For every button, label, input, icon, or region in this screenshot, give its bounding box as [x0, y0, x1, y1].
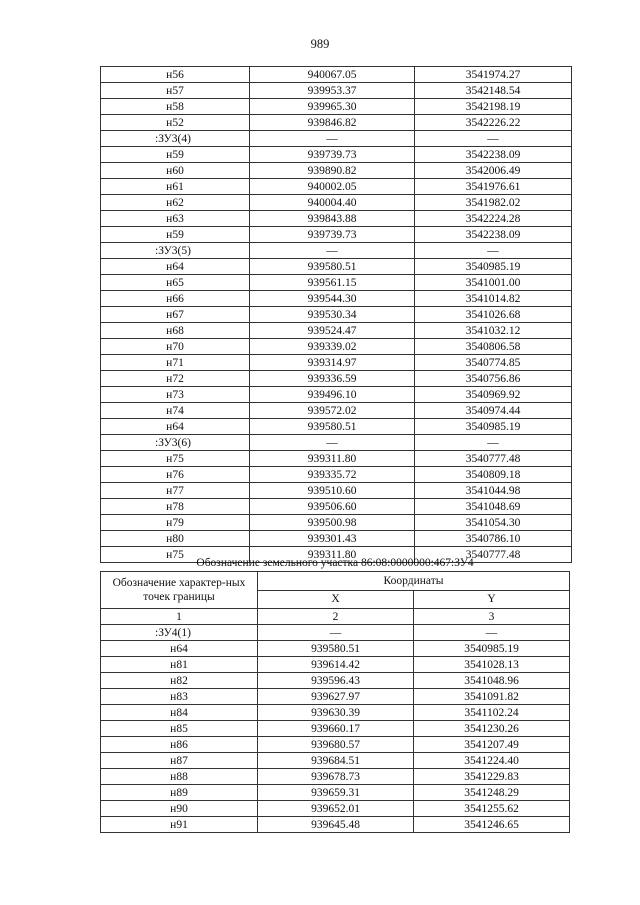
table-row	[101, 211, 572, 227]
y-coordinate-cell: 3540985.19	[414, 641, 570, 657]
point-cell: н82	[101, 673, 258, 689]
x-coordinate-cell: 940067.05	[250, 67, 415, 83]
column-number: 3	[414, 609, 570, 625]
table-row	[101, 705, 570, 721]
point-cell: н72	[101, 371, 250, 387]
point-cell: :ЗУ3(5)	[101, 243, 250, 259]
y-coordinate-cell: —	[414, 625, 570, 641]
point-cell: н63	[101, 211, 250, 227]
y-coordinate-cell: 3540777.48	[415, 451, 572, 467]
table-row	[101, 689, 570, 705]
table-header	[101, 572, 570, 625]
table-row	[101, 403, 572, 419]
x-coordinate-cell: 939500.98	[250, 515, 415, 531]
subsection-row	[101, 435, 572, 451]
x-coordinate-cell: 939846.82	[250, 115, 415, 131]
y-coordinate-cell: 3541102.24	[414, 705, 570, 721]
table-row	[101, 259, 572, 275]
y-coordinate-cell: 3541982.02	[415, 195, 572, 211]
x-coordinate-cell: 940002.05	[250, 179, 415, 195]
y-coordinate-cell: 3541976.61	[415, 179, 572, 195]
table-row	[101, 801, 570, 817]
point-cell: н84	[101, 705, 258, 721]
y-coordinate-cell: —	[415, 131, 572, 147]
x-coordinate-cell: 939561.15	[250, 275, 415, 291]
table-row	[101, 499, 572, 515]
subsection-row	[101, 625, 570, 641]
y-coordinate-cell: 3541255.62	[414, 801, 570, 817]
y-coordinate-cell: 3542148.54	[415, 83, 572, 99]
x-coordinate-cell: 939843.88	[250, 211, 415, 227]
x-coordinate-cell: 939336.59	[250, 371, 415, 387]
x-coordinate-cell: 939614.42	[258, 657, 414, 673]
header-y: Y	[414, 590, 570, 609]
point-cell: н58	[101, 99, 250, 115]
table-row	[101, 67, 572, 83]
x-coordinate-cell: 939739.73	[250, 227, 415, 243]
point-cell: н60	[101, 163, 250, 179]
x-coordinate-cell: 939510.60	[250, 483, 415, 499]
x-coordinate-cell: 939627.97	[258, 689, 414, 705]
column-number: 1	[101, 609, 258, 625]
header-point-designation: Обозначение характер-ных точек границы	[101, 572, 258, 609]
point-cell: н90	[101, 801, 258, 817]
y-coordinate-cell: 3541032.12	[415, 323, 572, 339]
y-coordinate-cell: 3541028.13	[414, 657, 570, 673]
point-cell: н83	[101, 689, 258, 705]
y-coordinate-cell: 3540786.10	[415, 531, 572, 547]
y-coordinate-cell: 3541048.96	[414, 673, 570, 689]
x-coordinate-cell: 939680.57	[258, 737, 414, 753]
x-coordinate-cell: 939630.39	[258, 705, 414, 721]
point-cell: н87	[101, 753, 258, 769]
coordinates-table-body	[101, 67, 572, 563]
coordinates-table-body	[101, 625, 570, 833]
x-coordinate-cell: 939890.82	[250, 163, 415, 179]
y-coordinate-cell: 3541044.98	[415, 483, 572, 499]
point-cell: н57	[101, 83, 250, 99]
point-cell: н74	[101, 403, 250, 419]
y-coordinate-cell: 3541974.27	[415, 67, 572, 83]
point-cell: н70	[101, 339, 250, 355]
coordinates-table-zu4	[100, 571, 570, 833]
header-row	[101, 572, 570, 591]
point-cell: :ЗУ3(6)	[101, 435, 250, 451]
table-row	[101, 467, 572, 483]
point-cell: н91	[101, 817, 258, 833]
y-coordinate-cell: —	[415, 435, 572, 451]
x-coordinate-cell: 939580.51	[258, 641, 414, 657]
table-row	[101, 83, 572, 99]
x-coordinate-cell: —	[250, 435, 415, 451]
point-cell: н86	[101, 737, 258, 753]
subsection-row	[101, 131, 572, 147]
y-coordinate-cell: 3541248.29	[414, 785, 570, 801]
point-cell: н64	[101, 641, 258, 657]
x-coordinate-cell: 939580.51	[250, 419, 415, 435]
point-cell: н66	[101, 291, 250, 307]
point-cell: :ЗУ4(1)	[101, 625, 258, 641]
table-row	[101, 99, 572, 115]
y-coordinate-cell: 3542226.22	[415, 115, 572, 131]
y-coordinate-cell: 3541207.49	[414, 737, 570, 753]
point-cell: н59	[101, 147, 250, 163]
table-row	[101, 531, 572, 547]
point-cell: н80	[101, 531, 250, 547]
point-cell: н56	[101, 67, 250, 83]
x-coordinate-cell: 939645.48	[258, 817, 414, 833]
table-row	[101, 115, 572, 131]
table-row	[101, 451, 572, 467]
table-row	[101, 339, 572, 355]
x-coordinate-cell: 939596.43	[258, 673, 414, 689]
table-row	[101, 737, 570, 753]
x-coordinate-cell: 939496.10	[250, 387, 415, 403]
x-coordinate-cell: 940004.40	[250, 195, 415, 211]
point-cell: н89	[101, 785, 258, 801]
point-cell: н62	[101, 195, 250, 211]
point-cell: н64	[101, 419, 250, 435]
point-cell: н85	[101, 721, 258, 737]
point-cell: н75	[101, 451, 250, 467]
point-cell: н75	[101, 547, 250, 563]
subsection-row	[101, 243, 572, 259]
table-row	[101, 179, 572, 195]
coordinates-table-continued	[100, 66, 572, 563]
x-coordinate-cell: 939311.80	[250, 547, 415, 563]
table-row	[101, 275, 572, 291]
table-row	[101, 147, 572, 163]
x-coordinate-cell: 939506.60	[250, 499, 415, 515]
x-coordinate-cell: 939580.51	[250, 259, 415, 275]
table-row	[101, 769, 570, 785]
y-coordinate-cell: 3540809.18	[415, 467, 572, 483]
y-coordinate-cell: 3541229.83	[414, 769, 570, 785]
point-cell: н68	[101, 323, 250, 339]
point-cell: н61	[101, 179, 250, 195]
column-number-row	[101, 609, 570, 625]
point-cell: :ЗУ3(4)	[101, 131, 250, 147]
point-cell: н71	[101, 355, 250, 371]
x-coordinate-cell: 939335.72	[250, 467, 415, 483]
point-cell: н79	[101, 515, 250, 531]
table-row	[101, 817, 570, 833]
x-coordinate-cell: —	[250, 243, 415, 259]
y-coordinate-cell: 3541054.30	[415, 515, 572, 531]
table-row	[101, 673, 570, 689]
table-row	[101, 195, 572, 211]
point-cell: н59	[101, 227, 250, 243]
table-row	[101, 227, 572, 243]
table-row	[101, 387, 572, 403]
x-coordinate-cell: 939739.73	[250, 147, 415, 163]
y-coordinate-cell: 3542198.19	[415, 99, 572, 115]
point-cell: н65	[101, 275, 250, 291]
column-number: 2	[258, 609, 414, 625]
y-coordinate-cell: 3541091.82	[414, 689, 570, 705]
y-coordinate-cell: 3540985.19	[415, 419, 572, 435]
x-coordinate-cell: 939953.37	[250, 83, 415, 99]
y-coordinate-cell: 3541026.68	[415, 307, 572, 323]
x-coordinate-cell: 939301.43	[250, 531, 415, 547]
page-number: 989	[310, 37, 330, 51]
y-coordinate-cell: 3540777.48	[415, 547, 572, 563]
x-coordinate-cell: 939339.02	[250, 339, 415, 355]
table-row	[101, 419, 572, 435]
header-x: X	[258, 590, 414, 609]
y-coordinate-cell: 3542238.09	[415, 227, 572, 243]
y-coordinate-cell: 3541048.69	[415, 499, 572, 515]
y-coordinate-cell: 3540806.58	[415, 339, 572, 355]
table-row	[101, 641, 570, 657]
x-coordinate-cell: 939544.30	[250, 291, 415, 307]
y-coordinate-cell: —	[415, 243, 572, 259]
y-coordinate-cell: 3541001.00	[415, 275, 572, 291]
table-row	[101, 721, 570, 737]
x-coordinate-cell: 939678.73	[258, 769, 414, 785]
point-cell: н52	[101, 115, 250, 131]
point-cell: н73	[101, 387, 250, 403]
x-coordinate-cell: 939659.31	[258, 785, 414, 801]
y-coordinate-cell: 3542006.49	[415, 163, 572, 179]
x-coordinate-cell: 939314.97	[250, 355, 415, 371]
point-cell: н76	[101, 467, 250, 483]
point-cell: н88	[101, 769, 258, 785]
x-coordinate-cell: 939660.17	[258, 721, 414, 737]
y-coordinate-cell: 3540774.85	[415, 355, 572, 371]
y-coordinate-cell: 3541230.26	[414, 721, 570, 737]
point-cell: н64	[101, 259, 250, 275]
point-cell: н67	[101, 307, 250, 323]
table-row	[101, 483, 572, 499]
y-coordinate-cell: 3540756.86	[415, 371, 572, 387]
x-coordinate-cell: 939311.80	[250, 451, 415, 467]
table-row	[101, 515, 572, 531]
x-coordinate-cell: 939684.51	[258, 753, 414, 769]
y-coordinate-cell: 3541224.40	[414, 753, 570, 769]
y-coordinate-cell: 3542224.28	[415, 211, 572, 227]
table-row	[101, 355, 572, 371]
point-cell: н77	[101, 483, 250, 499]
table-row	[101, 307, 572, 323]
y-coordinate-cell: 3540969.92	[415, 387, 572, 403]
y-coordinate-cell: 3542238.09	[415, 147, 572, 163]
table-row	[101, 785, 570, 801]
point-cell: н78	[101, 499, 250, 515]
y-coordinate-cell: 3541246.65	[414, 817, 570, 833]
table-row	[101, 753, 570, 769]
point-cell: н81	[101, 657, 258, 673]
table-row	[101, 657, 570, 673]
table-row	[101, 323, 572, 339]
x-coordinate-cell: 939530.34	[250, 307, 415, 323]
table-row	[101, 371, 572, 387]
x-coordinate-cell: —	[250, 131, 415, 147]
y-coordinate-cell: 3540985.19	[415, 259, 572, 275]
x-coordinate-cell: 939965.30	[250, 99, 415, 115]
x-coordinate-cell: 939652.01	[258, 801, 414, 817]
table-row	[101, 163, 572, 179]
y-coordinate-cell: 3540974.44	[415, 403, 572, 419]
parcel-title: Обозначение земельного участка 86:08:0000000:467:ЗУ4	[196, 557, 474, 569]
x-coordinate-cell: —	[258, 625, 414, 641]
y-coordinate-cell: 3541014.82	[415, 291, 572, 307]
x-coordinate-cell: 939572.02	[250, 403, 415, 419]
x-coordinate-cell: 939524.47	[250, 323, 415, 339]
table-row	[101, 291, 572, 307]
header-coordinates: Координаты	[258, 572, 570, 591]
